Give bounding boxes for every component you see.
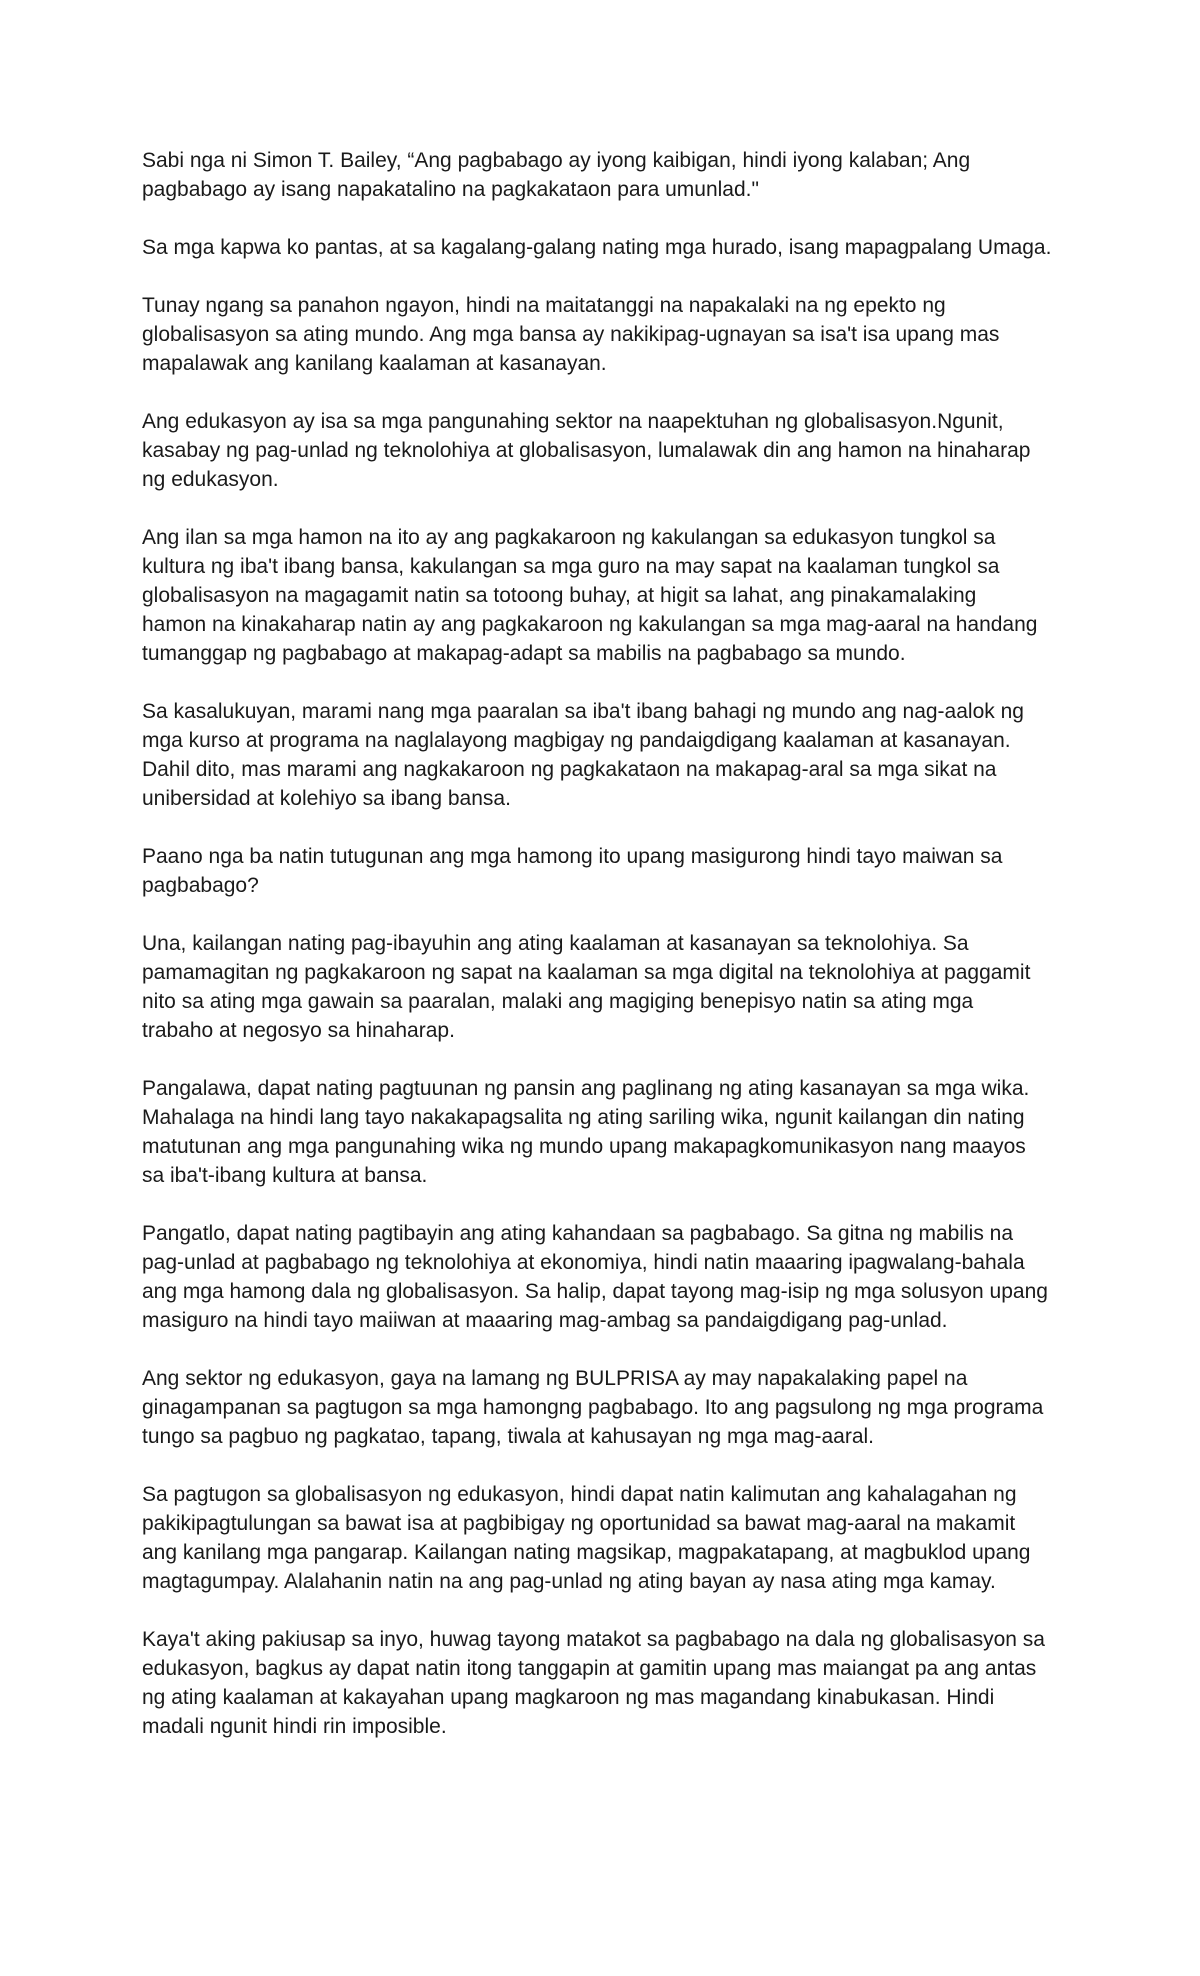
paragraph-second-language: Pangalawa, dapat nating pagtuunan ng pansin ang paglinang ng ating kasanayan sa mga wika. Mahalaga na hindi lang tayo nakakapagsalita ng ating sariling wika, ngunit kailangan din nating matutunan ang mga pangunahing wika ng mundo upang makapagkomunikasyon nang maayos sa iba't-ibang kultura at bansa. bbox=[142, 1077, 1030, 1187]
paragraph-globalization-intro: Tunay ngang sa panahon ngayon, hindi na maitatanggi na napakalaki na ng epekto ng globalisasyon sa ating mundo. Ang mga bansa ay nakikipag-ugnayan sa isa't isa upang mas mapalawak ang kanilang kaalaman at kasanayan. bbox=[142, 294, 1000, 375]
paragraph-current-schools: Sa kasalukuyan, marami nang mga paaralan sa iba't ibang bahagi ng mundo ang nag-aalok ng mga kurso at programa na naglalayong magbigay ng pandaigdigang kaalaman at kasanayan. Dahil dito, mas marami ang nagkakaroon ng pagkakataon na makapag-aral sa mga sikat na unibersidad at kolehiyo sa ibang bansa. bbox=[142, 700, 1024, 810]
paragraph-education-sector: Ang edukasyon ay isa sa mga pangunahing sektor na naapektuhan ng globalisasyon.Ngunit, kasabay ng pag-unlad ng teknolohiya at globalisasyon, lumalawak din ang hamon na hinaharap ng edukasyon. bbox=[142, 410, 1031, 491]
paragraph-education-role: Ang sektor ng edukasyon, gaya na lamang ng BULPRISA ay may napakalaking papel na ginagampanan sa pagtugon sa mga hamongng pagbabago. Ito ang pagsulong ng mga programa tungo sa pagbuo ng pagkatao, tapang, tiwala at kahusayan ng mga mag-aaral. bbox=[142, 1367, 1044, 1448]
paragraph-quote: Sabi nga ni Simon T. Bailey, “Ang pagbabago ay iyong kaibigan, hindi iyong kalaban; Ang pagbabago ay isang napakatalino na pagkakataon para umunlad." bbox=[142, 149, 971, 201]
paragraph-cooperation: Sa pagtugon sa globalisasyon ng edukasyon, hindi dapat natin kalimutan ang kahalagahan ng pakikipagtulungan sa bawat isa at pagbibigay ng oportunidad sa bawat mag-aaral na makamit ang kanilang mga pangarap. Kailangan nating magsikap, magpakatapang, at magbuklod upang magtagumpay. Alalahanin natin na ang pag-unlad ng ating bayan ay nasa ating mga kamay. bbox=[142, 1483, 1031, 1593]
paragraph-question: Paano nga ba natin tutugunan ang mga hamong ito upang masigurong hindi tayo maiwan sa pagbabago? bbox=[142, 845, 1003, 897]
document-body bbox=[142, 146, 1072, 1770]
paragraph-third-readiness: Pangatlo, dapat nating pagtibayin ang ating kahandaan sa pagbabago. Sa gitna ng mabilis na pag-unlad at pagbabago ng teknolohiya at ekonomiya, hindi natin maaaring ipagwalang-bahala ang mga hamong dala ng globalisasyon. Sa halip, dapat tayong mag-isip ng mga solusyon upang masiguro na hindi tayo maiiwan at maaaring mag-ambag sa pandaigdigang pag-unlad. bbox=[142, 1222, 1048, 1332]
paragraph-first-technology: Una, kailangan nating pag-ibayuhin ang ating kaalaman at kasanayan sa teknolohiya. Sa pamamagitan ng pagkakaroon ng sapat na kaalaman sa mga digital na teknolohiya at paggamit nito sa ating mga gawain sa paaralan, malaki ang magiging benepisyo natin sa ating mga trabaho at negosyo sa hinaharap. bbox=[142, 932, 1031, 1042]
paragraph-closing: Kaya't aking pakiusap sa inyo, huwag tayong matakot sa pagbabago na dala ng globalisasyon sa edukasyon, bagkus ay dapat natin itong tanggapin at gamitin upang mas maiangat pa ang antas ng ating kaalaman at kakayahan upang magkaroon ng mas magandang kinabukasan. Hindi madali ngunit hindi rin imposible. bbox=[142, 1628, 1045, 1738]
paragraph-greeting: Sa mga kapwa ko pantas, at sa kagalang-galang nating mga hurado, isang mapagpalang Umaga. bbox=[142, 236, 1052, 259]
paragraph-challenges: Ang ilan sa mga hamon na ito ay ang pagkakaroon ng kakulangan sa edukasyon tungkol sa kultura ng iba't ibang bansa, kakulangan sa mga guro na may sapat na kaalaman tungkol sa globalisasyon na magagamit natin sa totoong buhay, at higit sa lahat, ang pinakamalaking hamon na kinakaharap natin ay ang pagkakaroon ng kakulangan sa mga mag-aaral na handang tumanggap ng pagbabago at makapag-adapt sa mabilis na pagbabago sa mundo. bbox=[142, 526, 1038, 665]
